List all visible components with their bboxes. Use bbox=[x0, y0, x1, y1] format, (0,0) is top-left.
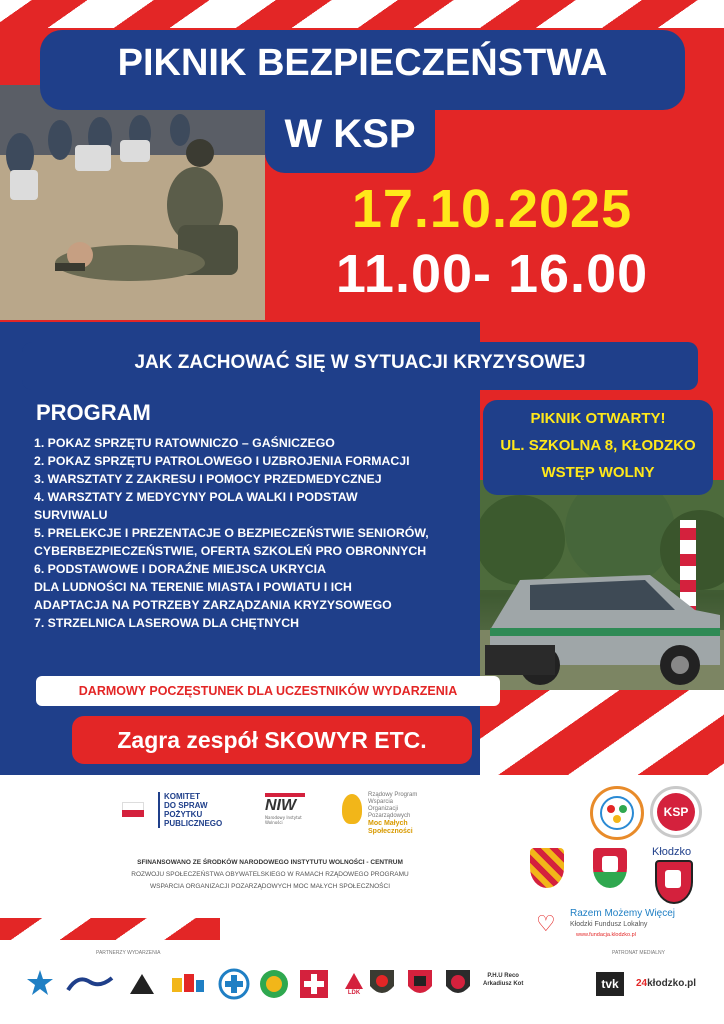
program-item: CYBERBEZPIECZEŃSTWIE, OFERTA SZKOLEŃ PRO OBRONNYCH bbox=[34, 544, 427, 558]
komitet-line: KOMITET bbox=[164, 792, 200, 801]
open-picnic-info bbox=[483, 400, 713, 495]
komitet-logo bbox=[122, 792, 242, 832]
program-item: 2. POKAZ SPRZĘTU PATROLOWEGO I UZBROJENIA FORMACJI bbox=[34, 454, 410, 468]
military-badge-logo bbox=[364, 966, 400, 1002]
ksp-logo bbox=[650, 786, 702, 838]
razem-subtitle: Kłodzki Fundusz Lokalny bbox=[570, 921, 648, 928]
moc-program-text: Rządowy Program Wsparcia Organizacji Pozarządowych bbox=[368, 792, 418, 819]
razem-mozemy-wiecej-logo bbox=[536, 906, 691, 942]
event-title-line1: PIKNIK BEZPIECZEŃSTWA bbox=[117, 42, 608, 84]
komitet-line: POŻYTKU bbox=[164, 810, 203, 819]
phu-reco-logo bbox=[483, 972, 523, 988]
financing-line: SFINANSOWANO ZE ŚRODKÓW NARODOWEGO INSTYTUTU WOLNOŚCI - CENTRUM bbox=[137, 859, 403, 866]
police-star-logo bbox=[22, 966, 58, 1002]
band-banner: Zagra zespół SKOWYR ETC. bbox=[72, 716, 472, 764]
organization-round-logo bbox=[590, 786, 644, 840]
culture-house-logo bbox=[166, 966, 210, 1002]
phu-name: P.H.U Reco bbox=[487, 973, 519, 979]
first-aid-training-photo bbox=[0, 85, 265, 320]
green-emblem-logo bbox=[256, 966, 292, 1002]
phu-owner: Arkadiusz Kot bbox=[483, 981, 524, 987]
patrol-vehicle-photo bbox=[480, 480, 724, 690]
niw-wordmark: NIW bbox=[265, 793, 305, 815]
program-item: 4. WARSZTATY Z MEDYCYNY POLA WALKI I PODSTAW bbox=[34, 490, 358, 504]
free-refreshments-banner: DARMOWY POCZĘSTUNEK DLA UCZESTNIKÓW WYDARZENIA bbox=[36, 676, 500, 706]
moc-name: Moc Małych Społeczności bbox=[368, 820, 413, 835]
program-item: DLA LUDNOŚCI NA TERENIE MIASTA I POWIATU I ICH bbox=[34, 580, 352, 594]
open-picnic-label: PIKNIK OTWARTY! bbox=[530, 410, 666, 427]
moc-text bbox=[368, 792, 422, 836]
straz-miejska-logo bbox=[62, 966, 118, 1002]
coat-of-arms-1 bbox=[530, 848, 564, 888]
program-item: 1. POKAZ SPRZĘTU RATOWNICZO – GAŚNICZEGO bbox=[34, 436, 335, 450]
partners-label: PARTNERZY WYDARZENIA bbox=[96, 950, 161, 956]
komitet-text bbox=[158, 792, 222, 828]
ksp-badge: KSP bbox=[657, 793, 695, 831]
event-date: 17.10.2025 bbox=[351, 179, 633, 239]
shield-badge-logo bbox=[402, 966, 438, 1002]
klodzko-label: Kłodzko bbox=[652, 846, 692, 858]
razem-text bbox=[570, 908, 675, 930]
rescue-group-logo bbox=[124, 966, 160, 1002]
program-item: 5. PRELEKCJE I PREZENTACJE O BEZPIECZEŃSTWIE SENIORÓW, bbox=[34, 526, 429, 540]
niw-subtitle: Narodowy Instytut Wolności bbox=[265, 815, 302, 825]
warning-stripes-lower bbox=[470, 690, 724, 775]
polish-flag-icon bbox=[122, 802, 144, 816]
red-cross-logo bbox=[296, 966, 332, 1002]
program-item: 3. WARSZTATY Z ZAKRESU I POMOCY PRZEDMEDYCZNEJ bbox=[34, 472, 382, 486]
program-item: SURVIWALU bbox=[34, 508, 108, 522]
komitet-line: DO SPRAW bbox=[164, 801, 208, 810]
24klodzko-prefix: 24 bbox=[636, 978, 648, 989]
tvk-logo: tvk bbox=[596, 972, 624, 996]
program-item: 7. STRZELNICA LASEROWA DLA CHĘTNYCH bbox=[34, 616, 300, 630]
warning-stripes-top bbox=[0, 0, 724, 28]
financing-note bbox=[110, 857, 430, 893]
free-entry-label: WSTĘP WOLNY bbox=[541, 464, 655, 481]
coat-of-arms-2 bbox=[593, 848, 627, 888]
event-time: 11.00- 16.00 bbox=[335, 244, 649, 304]
niw-logo bbox=[265, 793, 315, 829]
event-title-line2: W KSP bbox=[284, 112, 416, 156]
ldk-text: LDK bbox=[347, 990, 361, 996]
razem-title: Razem Możemy Więcej bbox=[570, 908, 676, 919]
colorful-people-icon bbox=[599, 795, 635, 831]
vehicle-photo-illustration bbox=[480, 480, 724, 690]
event-subtitle: JAK ZACHOWAĆ SIĘ W SYTUACJI KRYZYSOWEJ bbox=[134, 352, 586, 373]
razem-url: www.fundacja.klodzko.pl bbox=[576, 932, 636, 938]
event-address: UL. SZKOLNA 8, KŁODZKO bbox=[500, 437, 696, 454]
program-heading: PROGRAM bbox=[36, 400, 151, 425]
first-aid-photo-illustration bbox=[0, 85, 265, 320]
program-item: 6. PODSTAWOWE I DORAŹNE MIEJSCA UKRYCIA bbox=[34, 562, 326, 576]
financing-line: WSPARCIA ORGANIZACJI POZARZĄDOWYCH MOC MAŁYCH SPOŁECZNOŚCI bbox=[149, 883, 391, 890]
medical-cross-logo bbox=[216, 966, 252, 1002]
financing-line: ROZWOJU SPOŁECZEŃSTWA OBYWATELSKIEGO W RAMACH RZĄDOWEGO PROGRAMU bbox=[131, 871, 409, 878]
moc-malych-spolecznosci-logo bbox=[342, 792, 422, 835]
program-item: ADAPTACJA NA POTRZEBY ZARZĄDZANIA KRYZYSOWEGO bbox=[34, 598, 392, 612]
warning-stripes-bottom bbox=[0, 918, 220, 940]
lightbulb-icon bbox=[342, 794, 362, 824]
media-patronage-label: PATRONAT MEDIALNY bbox=[612, 950, 665, 956]
24klodzko-logo bbox=[636, 978, 696, 989]
klodzko-coat-of-arms bbox=[655, 860, 693, 904]
24klodzko-name: kłodzko.pl bbox=[647, 978, 697, 989]
heart-icon: ♡ bbox=[536, 912, 556, 937]
program-list bbox=[34, 434, 474, 632]
eagle-badge-logo bbox=[440, 966, 476, 1002]
komitet-line: PUBLICZNEGO bbox=[164, 819, 223, 828]
